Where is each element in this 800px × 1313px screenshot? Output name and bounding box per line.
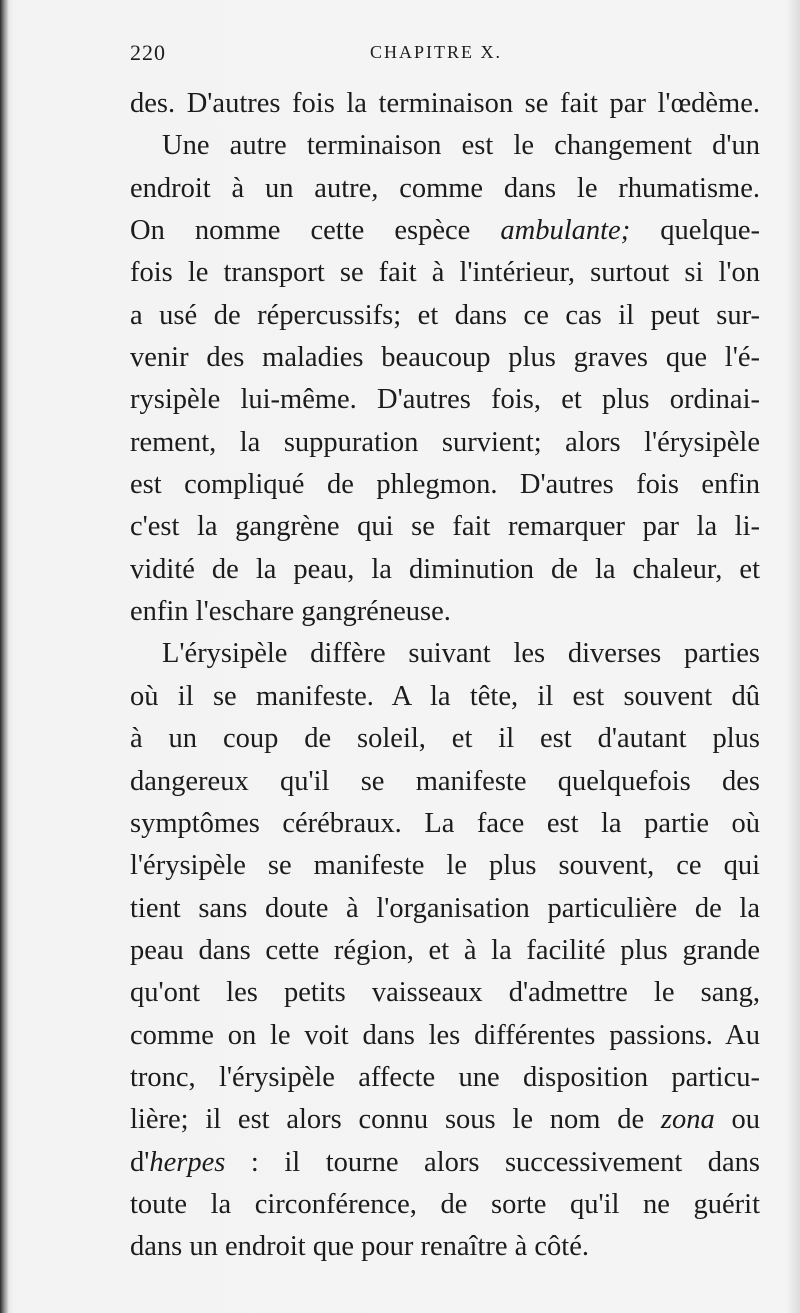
italic-term: zona [660, 1104, 715, 1136]
text-line: fois le transport se fait à l'intérieur, surtout si l'on [130, 257, 760, 289]
text-line: vidité de la peau, la diminution de la chaleur, et [130, 553, 760, 585]
text-line: dangereux qu'il se manifeste quelquefois des [130, 765, 760, 797]
text-line: endroit à un autre, comme dans le rhumatisme. [130, 172, 760, 204]
text-line: l'érysipèle se manifeste le plus souvent, ce qui [130, 850, 760, 882]
text-line: est compliqué de phlegmon. D'autres fois enfin [130, 469, 760, 501]
text-line: qu'ont les petits vaisseaux d'admettre le sang, [130, 977, 760, 1009]
text-line: a usé de répercussifs; et dans ce cas il peut sur- [130, 299, 760, 331]
paragraph-start-line: Une autre terminaison est le changement d'un [162, 130, 760, 162]
text-line [130, 1142, 760, 1184]
running-title: CHAPITRE X. [370, 42, 503, 62]
text-line: symptômes cérébraux. La face est la partie où [130, 807, 760, 839]
text-line: rysipèle lui-même. D'autres fois, et plus ordinai- [130, 384, 760, 416]
italic-term: ambulante; [500, 215, 631, 247]
text-line: venir des maladies beaucoup plus graves que l'é- [130, 342, 760, 374]
text-line: où il se manifeste. A la tête, il est souvent dû [130, 680, 760, 712]
text-line: comme on le voit dans les différentes passions. Au [130, 1019, 760, 1051]
page-number: 220 [130, 40, 166, 65]
text-segment: quelque- [660, 215, 761, 247]
text-segment: d' [130, 1146, 150, 1178]
text-line: c'est la gangrène qui se fait remarquer par la li- [130, 511, 760, 543]
paragraph-end-line: enfin l'eschare gangréneuse. [130, 596, 451, 628]
text-line: à un coup de soleil, et il est d'autant plus [130, 723, 760, 755]
text-line: tient sans doute à l'organisation particulière de la [130, 892, 760, 924]
text-segment: lière; il est alors connu sous le nom de [130, 1104, 645, 1136]
text-line [130, 210, 760, 252]
paragraph-end-line: dans un endroit que pour renaître à côté. [130, 1231, 589, 1263]
paragraph-start-line: L'érysipèle diffère suivant les diverses parties [162, 638, 760, 670]
text-segment: On nomme cette espèce [130, 215, 471, 247]
text-line: des. D'autres fois la terminaison se fait par l'œdème. [130, 88, 760, 119]
text-line: tronc, l'érysipèle affecte une disposition particu- [130, 1061, 760, 1093]
text-segment: : il tourne alors successivement dans [250, 1146, 761, 1178]
page-header [130, 40, 770, 70]
text-line: toute la circonférence, de sorte qu'il ne guérit [130, 1188, 760, 1220]
text-segment: ou [731, 1104, 761, 1136]
italic-term: herpes [149, 1146, 226, 1178]
text-line: peau dans cette région, et à la facilité plus grande [130, 934, 760, 966]
text-line: rement, la suppuration survient; alors l'érysipèle [130, 426, 760, 458]
text-line [130, 1099, 760, 1141]
body-text [130, 83, 760, 1269]
